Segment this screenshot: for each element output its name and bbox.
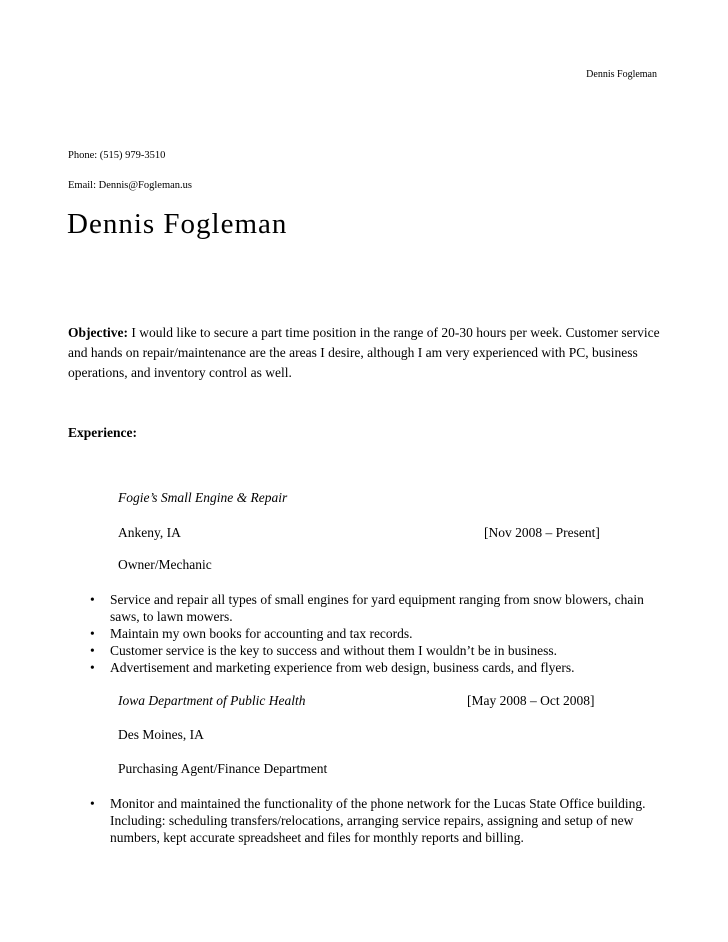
job-company: Iowa Department of Public Health xyxy=(118,693,306,708)
bullet-icon: • xyxy=(90,796,95,811)
objective-label: Objective: xyxy=(68,325,128,340)
job-role: Owner/Mechanic xyxy=(118,557,212,572)
job-bullet-list xyxy=(90,591,650,676)
bullet-text: Advertisement and marketing experience from web design, business cards, and flyers. xyxy=(110,660,575,675)
resume-title: Dennis Fogleman xyxy=(67,208,288,240)
bullet-icon: • xyxy=(90,592,95,607)
running-header-name: Dennis Fogleman xyxy=(586,69,657,80)
bullet-text: Customer service is the key to success and without them I wouldn’t be in business. xyxy=(110,643,558,658)
experience-heading: Experience: xyxy=(68,425,137,440)
job-dates: [Nov 2008 – Present] xyxy=(484,525,600,540)
bullet-text: Maintain my own books for accounting and tax records. xyxy=(110,626,413,641)
job-location: Des Moines, IA xyxy=(118,727,204,742)
bullet-icon: • xyxy=(90,626,95,641)
bullet-text: Monitor and maintained the functionality of the phone network for the Lucas State Office building. Including: scheduling transfers/relocations, arranging service repairs, assigning and setup of new numbers, kept accurate spreadsheet and files for monthly reports and billing. xyxy=(110,796,646,845)
objective-text: I would like to secure a part time position in the range of 20-30 hours per week. Customer service and hands on repair/maintenance are the areas I desire, although I am very experienced with PC, business operations, and inventory control as well. xyxy=(68,325,660,380)
job-location: Ankeny, IA xyxy=(118,525,181,540)
job-role: Purchasing Agent/Finance Department xyxy=(118,761,328,776)
list-item xyxy=(90,642,650,659)
list-item xyxy=(90,795,650,846)
phone-line: Phone: (515) 979-3510 xyxy=(68,150,166,161)
bullet-icon: • xyxy=(90,643,95,658)
list-item xyxy=(90,659,650,676)
job-dates: [May 2008 – Oct 2008] xyxy=(467,693,595,708)
list-item xyxy=(90,591,650,625)
bullet-text: Service and repair all types of small engines for yard equipment ranging from snow blowers, chain saws, to lawn mowers. xyxy=(110,592,644,624)
list-item xyxy=(90,625,650,642)
email-line: Email: Dennis@Fogleman.us xyxy=(68,180,192,191)
objective-paragraph xyxy=(68,323,660,383)
job-company: Fogie’s Small Engine & Repair xyxy=(118,490,288,505)
bullet-icon: • xyxy=(90,660,95,675)
job-bullet-list xyxy=(90,795,650,846)
